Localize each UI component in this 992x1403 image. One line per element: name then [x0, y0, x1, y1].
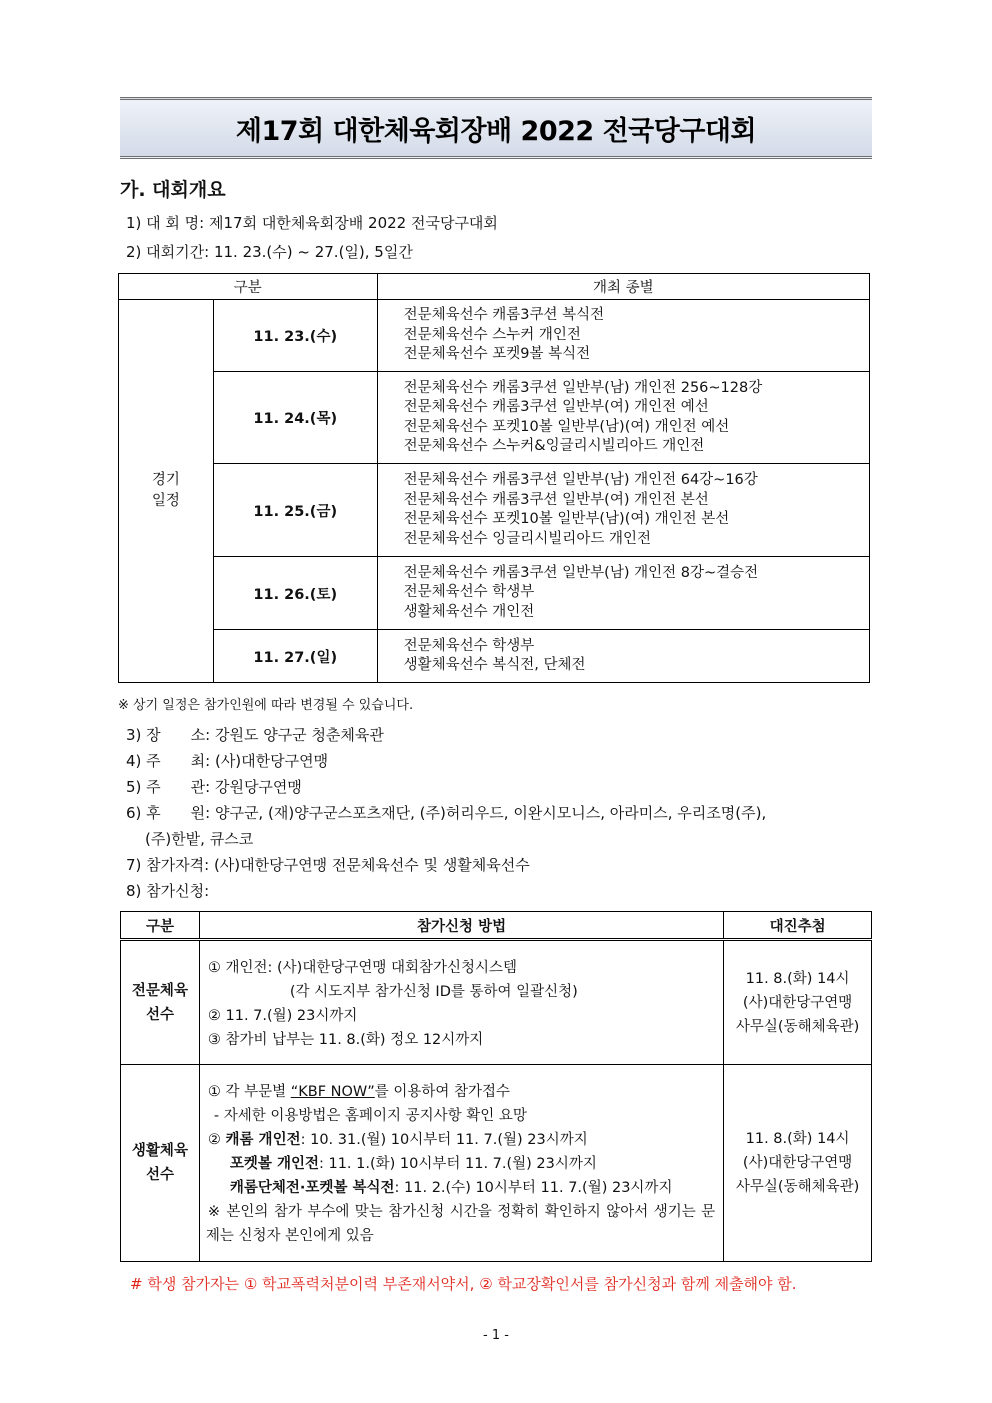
student-note: # 학생 참가자는 ① 학교폭력처분이력 부존재서약서, ② 학교장확인서를 참가신청과 함께 제출해야 함. [130, 1275, 797, 1293]
schedule-group-label: 경기 일정 [119, 300, 214, 683]
schedule-events: 전문체육선수 캐롬3쿠션 복식전 전문체육선수 스누커 개인전 전문체육선수 포켓9볼 복식전 [377, 300, 869, 372]
detail-host: 4) 주 최: (사)대한당구연맹 [126, 752, 329, 770]
schedule-note: ※ 상기 일정은 참가인원에 따라 변경될 수 있습니다. [118, 698, 414, 713]
kbf-now-link: “KBF NOW” [290, 1084, 375, 1100]
registration-method-amateur: ① 각 부문별 “KBF NOW”를 이용하여 참가접수 - 자세한 이용방법은 홈페이지 공지사항 확인 요망 ② 캐롬 개인전: 10. 31.(월) 10시부터 11. 7.(월) 23시까지 포켓볼 개인전: 11. 1.(화) 10시부터 11. 7.(월) 23시까지 캐롬단체전·포켓볼 복식전: 11. 2.(수) 10시부터 11. 7.(월) 23시까지 ※ 본인의 참가 부수에 맞는 참가신청 시간을 정확히 확인하지 않아서 생기는 문제는 신청자 본인에게 있음 [199, 1065, 723, 1262]
schedule-header-events: 개최 종별 [377, 274, 869, 300]
detail-eligibility: 7) 참가자격: (사)대한당구연맹 전문체육선수 및 생활체육선수 [126, 856, 530, 874]
detail-sponsors-cont: (주)한밭, 큐스코 [145, 830, 254, 848]
registration-draw-elite: 11. 8.(화) 14시 (사)대한당구연맹 사무실(동해체육관) [724, 940, 872, 1065]
registration-method-elite: ① 개인전: (사)대한당구연맹 대회참가신청시스템 (각 시도지부 참가신청 ID를 통하여 일괄신청) ② 11. 7.(월) 23시까지 ③ 참가비 납부는 11. 8.(화) 정오 12시까지 [199, 940, 723, 1065]
registration-header-category: 구분 [121, 912, 200, 940]
overview-item-name: 1) 대 회 명: 제17회 대한체육회장배 2022 전국당구대회 [126, 214, 498, 232]
schedule-date: 11. 27.(일) [213, 630, 377, 683]
registration-header-method: 참가신청 방법 [199, 912, 723, 940]
schedule-header-category: 구분 [119, 274, 378, 300]
schedule-events: 전문체육선수 캐롬3쿠션 일반부(남) 개인전 256~128강 전문체육선수 캐롬3쿠션 일반부(여) 개인전 예선 전문체육선수 포켓10볼 일반부(남)(여) 개인전 예선 전문체육선수 스누커&잉글리시빌리아드 개인전 [377, 372, 869, 464]
detail-registration: 8) 참가신청: [126, 882, 210, 900]
page-number: - 1 - [483, 1328, 509, 1343]
document-title: 제17회 대한체육회장배 2022 전국당구대회 [235, 115, 757, 147]
detail-sponsors: 6) 후 원: 양구군, (재)양구군스포츠재단, (주)허리우드, 이완시모니스, 아라미스, 우리조명(주), [126, 804, 767, 822]
schedule-table [118, 273, 870, 683]
schedule-events: 전문체육선수 학생부 생활체육선수 복식전, 단체전 [377, 630, 869, 683]
detail-venue: 3) 장 소: 강원도 양구군 청춘체육관 [126, 726, 384, 744]
registration-draw-amateur: 11. 8.(화) 14시 (사)대한당구연맹 사무실(동해체육관) [724, 1065, 872, 1262]
schedule-date: 11. 25.(금) [213, 464, 377, 557]
schedule-events: 전문체육선수 캐롬3쿠션 일반부(남) 개인전 64강~16강 전문체육선수 캐롬3쿠션 일반부(여) 개인전 본선 전문체육선수 포켓10볼 일반부(남)(여) 개인전 본선 전문체육선수 잉글리시빌리아드 개인전 [377, 464, 869, 557]
registration-category-amateur: 생활체육 선수 [121, 1065, 200, 1262]
section-heading: 가. 대회개요 [120, 179, 226, 201]
schedule-date: 11. 23.(수) [213, 300, 377, 372]
schedule-events: 전문체육선수 캐롬3쿠션 일반부(남) 개인전 8강~결승전 전문체육선수 학생부 생활체육선수 개인전 [377, 557, 869, 630]
registration-table [120, 911, 872, 1262]
registration-header-draw: 대진추첨 [724, 912, 872, 940]
overview-item-period: 2) 대회기간: 11. 23.(수) ~ 27.(일), 5일간 [126, 243, 413, 261]
schedule-date: 11. 26.(토) [213, 557, 377, 630]
schedule-date: 11. 24.(목) [213, 372, 377, 464]
title-banner [120, 97, 872, 159]
registration-category-elite: 전문체육 선수 [121, 940, 200, 1065]
detail-organizer: 5) 주 관: 강원당구연맹 [126, 778, 302, 796]
